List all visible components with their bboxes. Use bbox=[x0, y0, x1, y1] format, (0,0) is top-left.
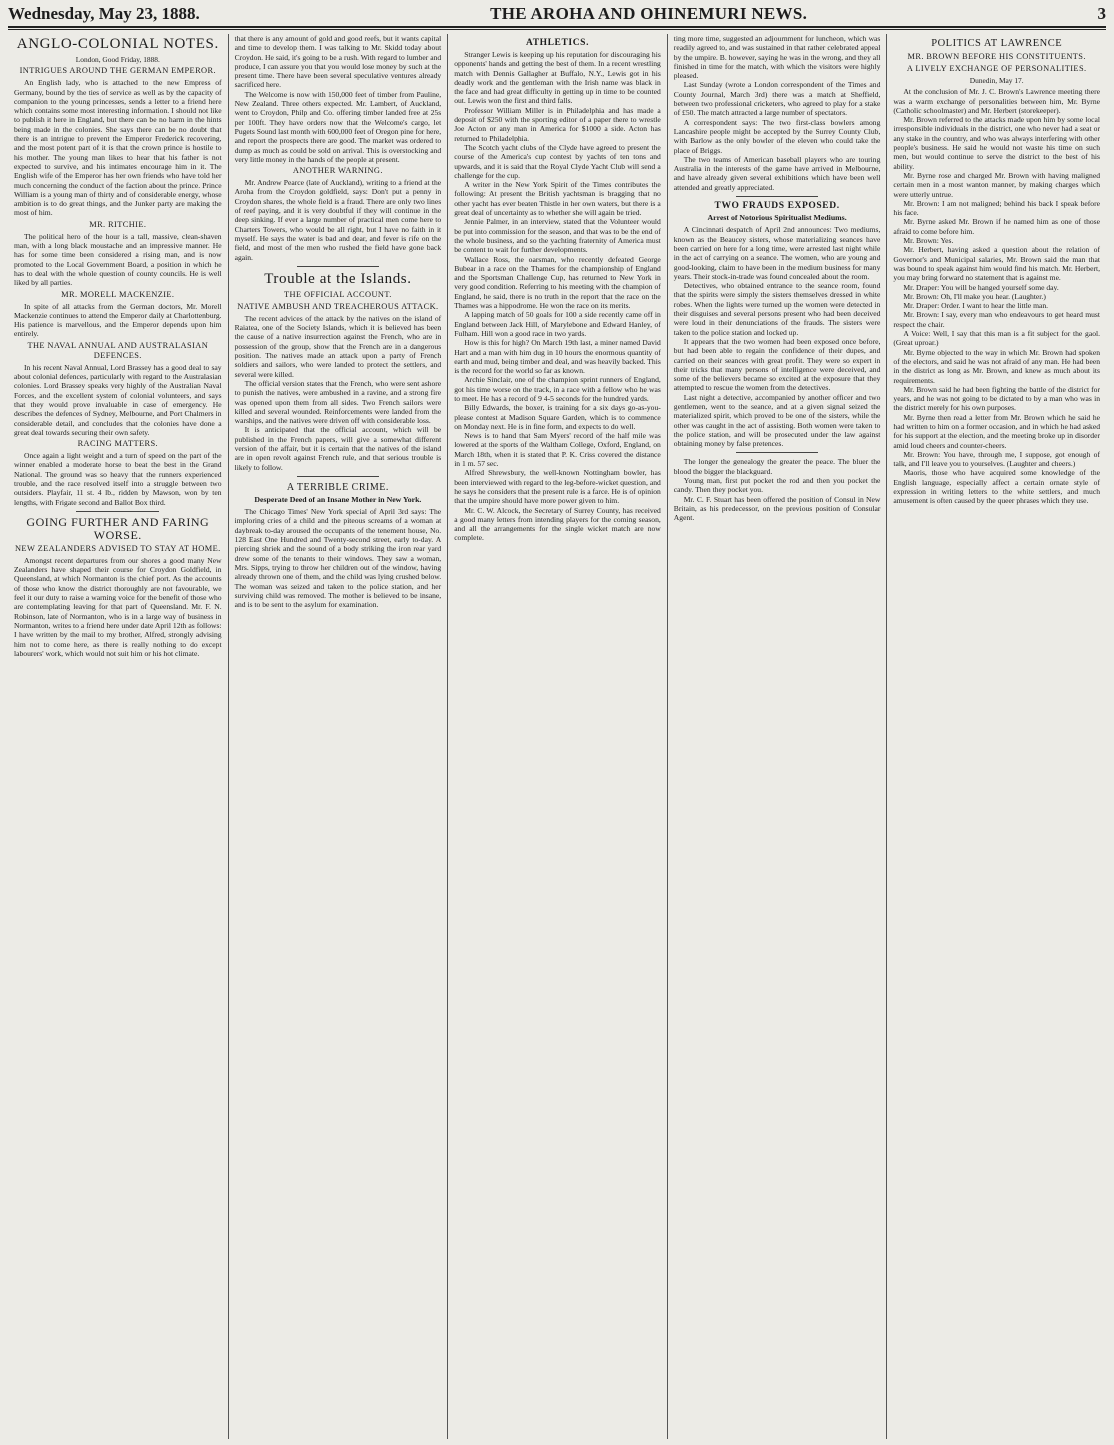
divider bbox=[297, 266, 380, 267]
divider bbox=[736, 452, 819, 453]
paragraph: News is to hand that Sam Myers' record of the half mile was lowered at the sports of the Waltham College, Oxford, England, on March 18th, when it is stated that P. K. Criss covered the distance in 1 m. 57 sec. bbox=[454, 431, 661, 469]
subheading: ANOTHER WARNING. bbox=[292, 166, 383, 176]
subheading: INTRIGUES AROUND THE GERMAN EMPEROR. bbox=[19, 66, 216, 76]
paragraph: It appears that the two women had been exposed once before, but had been able to regain the confidence of their dupes, and carried on their seances with great profit. They were so expert in their tricks that many persons of intelligence were deceived, and some of the believers became so excited at the exposure that they attempted to rescue the women from the detectives. bbox=[673, 336, 881, 393]
headline: GOING FURTHER AND FARING WORSE. bbox=[26, 514, 210, 542]
paragraph: ting more time, suggested an adjournment for luncheon, which was readily agreed to, and was sustained in that rather celebrated appeal by the umpire. B. however, saying he was in the wrong, and they all finished in time for the match, with which the visitors were highly pleased. bbox=[673, 34, 881, 81]
divider bbox=[736, 196, 819, 197]
column-5 bbox=[886, 34, 1106, 1439]
paragraph: Last night a detective, accompanied by another officer and two gentlemen, went to the seance, and at a given signal seized the materialized spirit, which proved to be one of the sisters, while the other was caught in the act of assisting. Both women were taken to the police station, and will be prosecuted under the law against obtaining money by false pretences. bbox=[673, 392, 881, 449]
headline: A TERRIBLE CRIME. bbox=[286, 481, 389, 493]
paragraph: Jennie Palmer, in an interview, stated that the Volunteer would be put into commission for the season, and that was to be the end of the whole business, and so the yachting fraternity of America must be content to wait for further developments. bbox=[454, 217, 661, 255]
paragraph: Alfred Shrewsbury, the well-known Nottingham bowler, has been interviewed with regard to the leg-before-wicket question, and he says he considers that the present rule is a farce. He is of opinion that the umpire should have more power given to him. bbox=[454, 468, 661, 506]
paragraph: The Chicago Times' New York special of April 3rd says: The imploring cries of a child and the piteous screams of a woman at daybreak to-day aroused the occupants of the tenement house, No. 128 East One Hundred and Twenty-second street, early to-day. A piercing shriek and the sound of a body striking the iron rear yard drew some of the tenants to their windows. They saw a woman, Mrs. Sipps, trying to throw her children out of the window, having already thrown one of them, and the child was lying crushed below. The woman was seized and taken to the police station, and her surviving child was removed. The mother is believed to be insane, and is to be sent to the asylum for examination. bbox=[234, 507, 442, 610]
paragraph: A correspondent says: The two first-class bowlers among Lancashire people might be accepted by the Surrey County Club, with Barlow as the only bowler of the eleven who could take the place of Briggs. bbox=[673, 117, 881, 155]
dateline: London, Good Friday, 1888. bbox=[75, 55, 160, 64]
paragraph: How is this for high? On March 19th last, a miner named David Hart and a man with him dug in 10 hours the enormous quantity of earth and mud, being timber and deal, and was heavily backed. This is the record for the world so far as known. bbox=[454, 338, 661, 376]
headline: POLITICS AT LAWRENCE bbox=[931, 38, 1063, 49]
dateline: Dunedin, May 17. bbox=[969, 76, 1024, 85]
page-number: 3 bbox=[1097, 4, 1106, 23]
paragraph: Mr. Herbert, having asked a question about the relation of Governor's and Municipal salaries, Mr. Brown said the man that was bound to speak against him would find his match. Mr. Herbert, you may bring forward no statement that is against me. bbox=[893, 245, 1100, 283]
paragraph: In his recent Naval Annual, Lord Brassey has a good deal to say about colonial defences, particularly with regard to the Australasian colonies. Lord Brassey speaks very highly of the Australian Naval Forces, and the excellent system of colonial volunteers, and says that they would prove invaluable in case of emergency. He describes the defences of Sydney, Melbourne, and Port Chalmers in considerable detail, and concludes that the colonies have done a great deal towards securing their own safety. bbox=[14, 362, 222, 437]
paragraph: It is anticipated that the official account, which will be published in the French papers, will give a somewhat different version of the affair, but it is certain that the natives of the island are in open revolt against French rule, and that serious trouble is likely to follow. bbox=[234, 425, 442, 472]
subheading: THE NAVAL ANNUAL AND AUSTRALASIAN DEFENCES. bbox=[27, 340, 209, 360]
paragraph: Amongst recent departures from our shores a good many New Zealanders have shaped their course for Croydon Goldfield, in Queensland, at which Normanton is the chief port. As the accounts of those who know the district thoroughly are not favourable, we feel it our duty to raise a warning voice for the benefit of those who are contemplating leaving for that part of Queensland. Mr. F. N. Robinson, late of Normanton, who is in a large way of business in Normanton, writes to a friend here under date April 12th as follows: I have written by the mail to my brother, Alfred, strongly advising him not to come here, as there is really nothing to do except labourers' work, which would not suit him or his hot climate. bbox=[14, 555, 222, 658]
paragraph: Mr. Brown said he had been fighting the battle of the district for years, and he was not going to be dictated to by a man who was in the district merely for his own purposes. bbox=[893, 384, 1100, 413]
paragraph: The longer the genealogy the greater the peace. The bluer the blood the bigger the blackguard. bbox=[673, 457, 881, 476]
paragraph: Mr. Brown: You have, through me, I suppose, got enough of talk, and I'll leave you to yourselves. (Laughter and cheers.) bbox=[893, 449, 1100, 469]
paragraph: Mr. Byrne objected to the way in which Mr. Brown had spoken of the electors, and said he was not afraid of any man. He had been in the district as long as Mr. Brown, and knew as much about its requirements. bbox=[893, 347, 1100, 385]
subheading: MR. MORELL MACKENZIE. bbox=[61, 289, 175, 299]
tagline: Desperate Deed of an Insane Mother in New York. bbox=[254, 494, 422, 504]
subheading: THE OFFICIAL ACCOUNT. bbox=[284, 289, 392, 299]
paragraph: Mr. Brown referred to the attacks made upon him by some local irresponsible individuals in the district, one who never had a seat or any stake in the country, and who was always interfering with other people's business. He said he would not waste his time on such men, but would continue to serve the district to the best of his ability. bbox=[893, 115, 1100, 171]
subheading: NATIVE AMBUSH AND TREACHEROUS ATTACK. bbox=[237, 301, 439, 311]
paragraph: A Voice: Well, I say that this man is a fit subject for the gaol. (Great uproar.) bbox=[893, 329, 1100, 348]
masthead-title: THE AROHA AND OHINEMURI NEWS. bbox=[490, 4, 808, 23]
paragraph: The Scotch yacht clubs of the Clyde have agreed to present the course of the America's cup contest by yachts of ten tons and upwards, and it is said that the Royal Clyde Yacht Club will send a challenge for the cup. bbox=[454, 142, 661, 180]
paragraph: Once again a light weight and a turn of speed on the part of the winner enabled a moderate horse to beat the best in the Grand National. The ground was so heavy that the runners experienced trouble, and the race resolved itself into a struggle between two outsiders. Playfair, 11 st. 4 lb., ridden by Mawson, won by ten lengths, with Frigate second and Ballot Box third. bbox=[14, 451, 222, 507]
column-1 bbox=[8, 34, 228, 1439]
paragraph: Mr. Andrew Pearce (late of Auckland), writing to a friend at the Aroha from the Croydon goldfield, says: Don't put a penny in Croydon shares, the whole field is a fraud. There are only two lines of reef paying, and it is very doubtful if they will continue in the deep sinking. If ever a large number of practical men come here to Charters Towers, who would be all right, but I have no faith in it myself. He says the water is bad and dear, and fever is rife on the field, and most of the men who rushed the field have gone back again. bbox=[234, 178, 442, 262]
paragraph: In spite of all attacks from the German doctors, Mr. Morell Mackenzie continues to attend the Emperor daily at Charlottenburg. His patience is marvellous, and the Emperor depends upon him entirely. bbox=[14, 301, 222, 339]
paragraph: Mr. Byrne then read a letter from Mr. Brown which he said he had written to him on a former occasion, and in which he had asked for his support at the election, and the meeting broke up in disorder amid loud cheers and counter-cheers. bbox=[893, 412, 1100, 450]
paragraph: Young man, first put pocket the rod and then you pocket the candy. Then they pocket you. bbox=[673, 476, 881, 495]
paragraph: Maoris, those who have acquired some knowledge of the English language, especially affect a certain ornate style of expression in writing letters to the white settlers, and much amusement is often caused by the queer phrases which they use. bbox=[893, 468, 1100, 506]
paragraph: Stranger Lewis is keeping up his reputation for discouraging his opponents' hands and getting the best of them. In a recent wrestling match with Dennis Gallagher at Buffalo, N.Y., Lewis got in his deadly work and the gentleman with the Irish name was black in the face and had great difficulty in getting up in time to be counted out. Lewis won the first and third falls. bbox=[454, 50, 661, 106]
paragraph: Archie Sinclair, one of the champion sprint runners of England, got his time worse on the track, in a race with a fellow who he was to meet. He has a record of 9 4-5 seconds for the hundred yards. bbox=[454, 375, 661, 403]
paragraph: Mr. C. F. Stuart has been offered the position of Consul in New Britain, as his predecessor, on the previous position of Consular Agent. bbox=[673, 494, 881, 523]
subheading: RACING MATTERS. bbox=[77, 439, 159, 449]
headline: ANGLO-COLONIAL NOTES. bbox=[16, 36, 219, 52]
divider bbox=[297, 476, 380, 477]
subheading: NEW ZEALANDERS ADVISED TO STAY AT HOME. bbox=[14, 543, 221, 553]
masthead-rule bbox=[8, 29, 1106, 30]
paragraph: Mr. Brown: Yes. bbox=[903, 236, 954, 246]
paragraph: that there is any amount of gold and good reefs, but it wants capital and time to develop them. I was talking to Mr. Skidd today about Croydon. He said, it's going to be a rush. With regard to lumber and produce, I can assure you that you would lose money by such at the present time. There have been several speculative ventures already sacrificed here. bbox=[234, 34, 442, 90]
paragraph: Mr. Byrne asked Mr. Brown if he named him as one of those afraid to come before him. bbox=[893, 217, 1100, 236]
column-3 bbox=[447, 34, 667, 1439]
paragraph: The political hero of the hour is a tall, massive, clean-shaven man, with a long black moustache and an impressive manner. He has for some time been considered a rising man, and is now promoted to the Local Government Board, a position in which he has to deal with the whole question of county councils. He is well liked by all parties. bbox=[14, 231, 222, 288]
column-2 bbox=[228, 34, 448, 1439]
headline: ATHLETICS. bbox=[525, 38, 590, 48]
paragraph: Mr. Brown: I am not maligned; behind his back I speak before his face. bbox=[893, 198, 1100, 218]
subheading: A LIVELY EXCHANGE OF PERSONALITIES. bbox=[906, 64, 1087, 73]
masthead-date: Wednesday, May 23, 1888. bbox=[8, 4, 200, 23]
paragraph: Mr. Brown: I say, every man who endeavours to get heard must respect the chair. bbox=[893, 310, 1100, 329]
tagline: Arrest of Notorious Spiritualist Mediums. bbox=[707, 213, 847, 223]
subheading: MR. RITCHIE. bbox=[89, 219, 147, 229]
paragraph: A Cincinnati despatch of April 2nd announces: Two mediums, known as the Beaucey sisters, whose materializing seances have been carried on here for a long time, were arrested last night while in the act of carrying on a seance. The women, who are young and good-looking, claim to have been in the medium business for many years. Their stock-in-trade was found concealed about the room. bbox=[673, 225, 881, 281]
paragraph: Last Sunday (wrote a London correspondent of the Times and County Journal, March 3rd) there was a match at Sheffield, between two professional cricketers, who agreed to play for a stake of £50. The match attracted a large number of spectators. bbox=[673, 80, 881, 118]
divider bbox=[76, 511, 159, 512]
paragraph: Mr. C. W. Alcock, the Secretary of Surrey County, has received a good many letters from intending players for the coming season, and all the arrangements for the single wicket match are now complete. bbox=[454, 505, 661, 543]
paragraph: Mr. Draper: You will be hanged yourself some day. bbox=[903, 282, 1059, 292]
paragraph: Mr. Draper: Order. I want to hear the little man. bbox=[903, 301, 1049, 311]
subheading: MR. BROWN BEFORE HIS CONSTITUENTS. bbox=[907, 52, 1086, 61]
paragraph: The Welcome is now with 150,000 feet of timber from Pauline, New Zealand. Three others expected. Mr. Lambert, of Auckland, went to Croydon, Philp and Co. offering timber landed free at 25s per 100ft. They have orders now that the Welcome's cargo, let Pugets Sound last month with 600,000 feet of Oregon pine for here, and report the prospects there are good. The market was ordered to dump as much as could be sold on arrival. This is overstocking and very little money in the hands of the people at present. bbox=[234, 89, 442, 164]
paragraph: Wallace Ross, the oarsman, who recently defeated George Bubear in a race on the Thames for the championship of England and the Sportsman Challenge Cup, has returned to New York in very good condition. Referring to his meeting with the champion of England, he said, there is no truth in the report that the race on the Thames was a hippodrome. He won the race on its merits. bbox=[454, 254, 661, 311]
headline: TWO FRAUDS EXPOSED. bbox=[714, 201, 840, 212]
paragraph: Mr. Byrne rose and charged Mr. Brown with having maligned certain men in a most wanton manner, by making charges which were utterly untrue. bbox=[893, 170, 1100, 199]
paragraph: An English lady, who is attached to the new Empress of Germany, bound by the ties of service as well as by the capacity of companion to the young princesses, sends a letter to a friend here which contains some most interesting information. I should not like to publish it here in England, but there can be no harm in the hints being made in the colonies. She says there can be no doubt that there is an intrigue to prevent the Emperor Frederick recovering, and the most potent part of it is that the crown prince is hostile to his mother. The young man likes to hear that his father is not expected to survive, and his intimates encourage him in it. The English wife of the Emperor has her own friends who have told her much concerning the conduct of the faction about the prince. Prince William is a young man of thirty and of considerable energy, whose ambition is to do great things, and the Junker party are making the most of him. bbox=[14, 78, 222, 218]
paragraph: The recent advices of the attack by the natives on the island of Raiatea, one of the Society Islands, which it is believed has been the cause of a native insurrection against the French, who are in possession of the group, show that the French are in a dangerous position. The natives made an attack upon a party of French soldiers and sailors, who were landed to protect the settlers, and several were killed. bbox=[234, 313, 442, 379]
paragraph: Mr. Brown: Oh, I'll make you hear. (Laughter.) bbox=[903, 291, 1046, 301]
paragraph: Professor William Miller is in Philadelphia and has made a deposit of $250 with the sporting editor of a paper there to wrestle Joe Acton or any man in America for $1000 a side. Acton has returned to Philadelphia. bbox=[454, 105, 661, 143]
paragraph: A lapping match of 50 goals for 100 a side recently came off in England between Jack Hill, of Marylebone and Edward Hanley, of Fulham. Hill won a good race in two yards. bbox=[454, 310, 661, 338]
paragraph: A writer in the New York Spirit of the Times contributes the following: At present the British yachtsman is bragging that no other yacht has ever beaten Thistle in her own waters, but there is a great deal of uncertainty as to whether she will again be tried. bbox=[454, 180, 661, 218]
columns bbox=[8, 34, 1106, 1439]
paragraph: Billy Edwards, the boxer, is training for a six days go-as-you-please contest at Madison Square Garden, which is to commence on Monday next. He is in fine form, and expects to do well. bbox=[454, 403, 661, 431]
headline: Trouble at the Islands. bbox=[264, 270, 412, 287]
column-4 bbox=[667, 34, 887, 1439]
paragraph: The two teams of American baseball players who are touring Australia in the interests of the game have arrived in Melbourne, and have already given several exhibitions which have been well attended and greatly appreciated. bbox=[673, 154, 881, 192]
paragraph: The official version states that the French, who were sent ashore to punish the natives, were ambushed in a ravine, and a strong fire was opened upon them from all sides. Two French sailors were killed and several wounded. Reinforcements were landed from the warships, and the natives were driven off with considerable loss. bbox=[234, 378, 442, 426]
paragraph: Detectives, who obtained entrance to the seance room, found that the spirits were simply the sisters themselves dressed in white robes. When the lights were turned up the women were detected in their disguises and several persons present who had been deceived were loud in their denunciations of the frauds. The sisters were taken to the police station and locked up. bbox=[673, 281, 881, 337]
masthead bbox=[8, 4, 1106, 28]
paragraph: At the conclusion of Mr. J. C. Brown's Lawrence meeting there was a warm exchange of personalities between him, Mr. Byrne (Catholic schoolmaster) and Mr. Herbert (storekeeper). bbox=[893, 87, 1100, 115]
